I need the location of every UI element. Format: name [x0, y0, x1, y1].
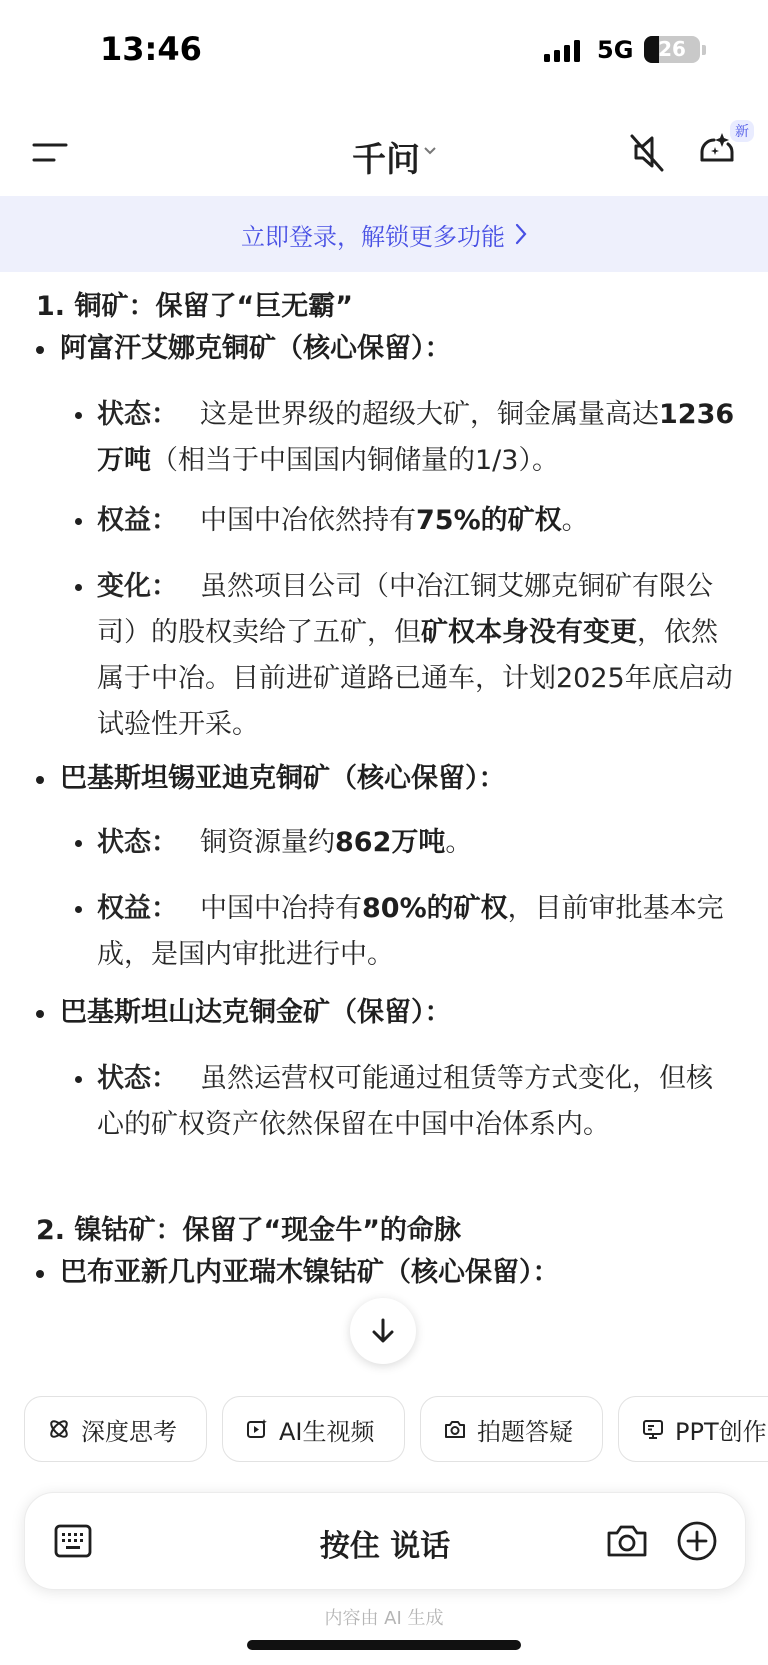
login-banner[interactable]: [0, 196, 768, 272]
battery-cap: [702, 45, 706, 55]
login-banner-text[interactable]: 立即登录，解锁更多功能: [241, 222, 505, 251]
section-title-copper: 1. 铜矿：保留了“巨无霸”: [36, 291, 353, 322]
signal-icon: [544, 40, 584, 62]
scroll-to-bottom-button[interactable]: [350, 1298, 416, 1364]
deep-think-icon: [47, 1417, 71, 1441]
mine1-equity: [97, 498, 737, 544]
quick-action-chips: [0, 1396, 768, 1466]
mine2-equity: [97, 886, 737, 978]
mine1-equity-text1: 中国中冶依然持有: [200, 505, 416, 536]
mine-title-saindak-gold: 巴基斯坦山达克铜金矿（保留）：: [60, 990, 452, 1036]
mine1-status-key: 状态：: [97, 399, 178, 430]
mute-speaker-icon[interactable]: [626, 130, 670, 174]
ppt-icon: [641, 1417, 665, 1441]
mine2-equity-bold: 80%的矿权: [362, 893, 508, 924]
status-time: 13:46: [100, 30, 202, 68]
mine1-equity-text2: 。: [561, 505, 589, 536]
mine3-status-text: 虽然运营权可能通过租赁等方式变化，但核心的矿权资产依然保留在中国中冶体系内。: [97, 1063, 713, 1140]
voice-input-bar: [24, 1492, 746, 1590]
camera-question-icon: [443, 1417, 467, 1441]
mine3-status-key: 状态：: [97, 1063, 178, 1094]
section-title-nickel-cobalt: 2. 镍钴矿：保留了“现金牛”的命脉: [36, 1215, 461, 1246]
arrow-down-icon: [368, 1316, 398, 1346]
chip-deep-think[interactable]: [24, 1396, 207, 1462]
app-title[interactable]: 千问: [352, 140, 420, 180]
mine1-change-key: 变化：: [97, 571, 178, 602]
battery-percent: 26: [658, 37, 686, 61]
mine1-status-text2: （相当于中国国内铜储量的1/3）。: [151, 445, 559, 476]
video-icon: [245, 1417, 269, 1441]
mine2-status-bold: 862万吨: [335, 827, 446, 858]
mine3-status: [97, 1056, 737, 1148]
chip-ai-video-label: AI生视频: [279, 1417, 375, 1446]
menu-icon[interactable]: [28, 130, 74, 176]
chip-deep-think-label: 深度思考: [81, 1417, 177, 1446]
mine1-status: [97, 392, 737, 484]
mine2-status: [97, 820, 737, 866]
mine1-equity-bold: 75%的矿权: [416, 505, 562, 536]
chevron-right-icon: [515, 223, 527, 245]
mine2-equity-key: 权益：: [97, 893, 178, 924]
hold-to-talk-button[interactable]: 按住 说话: [319, 1529, 451, 1564]
chip-photo-question-label: 拍题答疑: [477, 1417, 573, 1446]
mine-title-saindak-copper: 巴基斯坦锡亚迪克铜矿（核心保留）：: [60, 756, 506, 802]
mine2-equity-text1: 中国中冶持有: [200, 893, 362, 924]
camera-icon[interactable]: [605, 1521, 649, 1561]
mine2-status-text2: 。: [445, 827, 473, 858]
chip-ai-video[interactable]: [222, 1396, 405, 1462]
mine1-equity-key: 权益：: [97, 505, 178, 536]
battery-icon: [644, 36, 700, 63]
chip-photo-question[interactable]: [420, 1396, 603, 1462]
mine2-status-key: 状态：: [97, 827, 178, 858]
status-bar: [0, 0, 768, 100]
mine1-change-text1: 虽然项目公司（中冶江铜艾娜克铜矿有限公司）的股权卖给了五矿，但: [97, 571, 713, 648]
mine1-change-bold: 矿权本身没有变更: [421, 617, 637, 648]
mine2-status-text1: 铜资源量约: [200, 827, 335, 858]
mine2-equity-text2: ，目前审批基本完成，是国内审批进行中。: [97, 893, 724, 970]
top-nav: [0, 110, 768, 196]
new-badge: 新: [730, 120, 754, 142]
ai-generated-note: 内容由 AI 生成: [324, 1608, 444, 1629]
network-type: 5G: [597, 36, 634, 64]
chat-content: [0, 272, 768, 1372]
plus-icon[interactable]: [675, 1519, 719, 1563]
chip-ppt-label: PPT创作: [675, 1417, 767, 1446]
chevron-down-icon[interactable]: [423, 146, 437, 156]
mine1-status-text1: 这是世界级的超级大矿，铜金属量高达: [200, 399, 659, 430]
mine1-change-text2: ，依然属于中冶。目前进矿道路已通车，计划2025年底启动试验性开采。: [97, 617, 733, 740]
mine1-change: [97, 564, 737, 748]
chip-ppt[interactable]: [618, 1396, 768, 1462]
mine1-status-bold: 1236万吨: [97, 399, 735, 476]
home-indicator[interactable]: [247, 1640, 521, 1650]
mine-title-ramu: 巴布亚新几内亚瑞木镍钴矿（核心保留）：: [60, 1250, 560, 1296]
mine-title-aynak: 阿富汗艾娜克铜矿（核心保留）：: [60, 326, 452, 372]
